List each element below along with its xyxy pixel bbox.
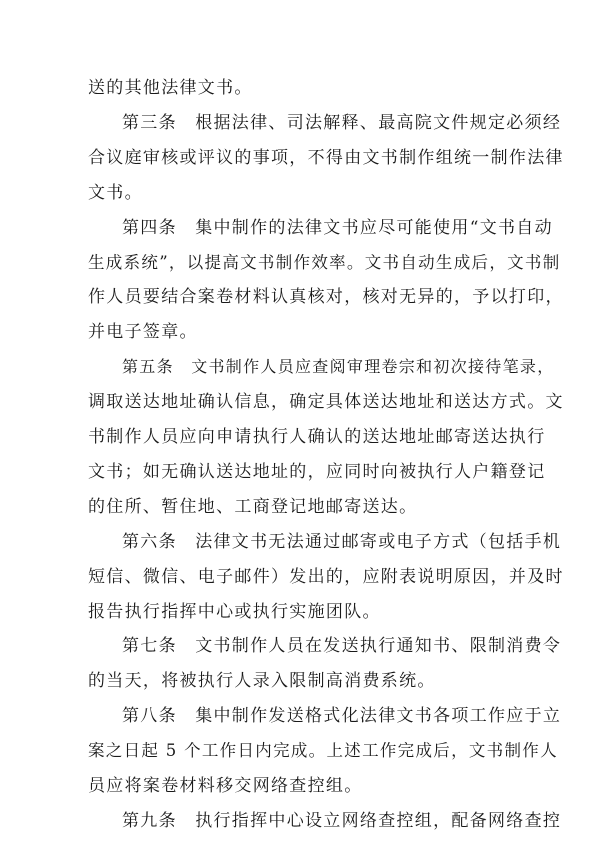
article-9-line-1: 第九条 执行指挥中心设立网络查控组，配备网络查控 xyxy=(122,811,562,831)
article-3-line-2: 合议庭审核或评议的事项，不得由文书制作组统一制作法律 xyxy=(88,148,564,168)
article-8-line-1: 第八条 集中制作发送格式化法律文书各项工作应于立 xyxy=(122,706,562,726)
article-5-line-4: 文书；如无确认送达地址的，应同时向被执行人户籍登记 xyxy=(88,462,546,482)
article-5-line-1: 第五条 文书制作人员应查阅审理卷宗和初次接待笔录， xyxy=(122,357,555,376)
article-5-line-5: 的住所、暂住地、工商登记地邮寄送达。 xyxy=(88,497,418,517)
article-3-line-1: 第三条 根据法律、司法解释、最高院文件规定必须经 xyxy=(122,113,562,133)
article-3-line-3: 文书。 xyxy=(88,183,143,203)
article-5-line-3: 书制作人员应向申请执行人确认的送达地址邮寄送达执行 xyxy=(88,427,546,447)
article-7-line-1: 第七条 文书制作人员在发送执行通知书、限制消费令 xyxy=(122,636,562,656)
article-6-line-2: 短信、微信、电子邮件）发出的，应附表说明原因，并及时 xyxy=(88,567,564,587)
text-line: 送的其他法律文书。 xyxy=(88,78,253,98)
article-6-line-3: 报告执行指挥中心或执行实施团队。 xyxy=(88,602,381,622)
article-7-line-2: 的当天，将被执行人录入限制高消费系统。 xyxy=(88,671,436,691)
article-6-line-1: 第六条 法律文书无法通过邮寄或电子方式（包括手机 xyxy=(122,532,562,552)
article-8-line-2: 案之日起 5 个工作日内完成。上述工作完成后，文书制作人 xyxy=(88,741,558,760)
article-4-line-4: 并电子签章。 xyxy=(88,322,198,342)
article-4-line-1: 第四条 集中制作的法律文书应尽可能使用“文书自动 xyxy=(122,218,553,238)
article-4-line-2: 生成系统”，以提高文书制作效率。文书自动生成后，文书制 xyxy=(88,253,561,272)
article-8-line-3: 员应将案卷材料移交网络查控组。 xyxy=(88,776,363,796)
article-4-line-3: 作人员要结合案卷材料认真核对，核对无异的，予以打印， xyxy=(88,287,564,307)
article-5-line-2: 调取送达地址确认信息，确定具体送达地址和送达方式。文 xyxy=(88,392,564,412)
